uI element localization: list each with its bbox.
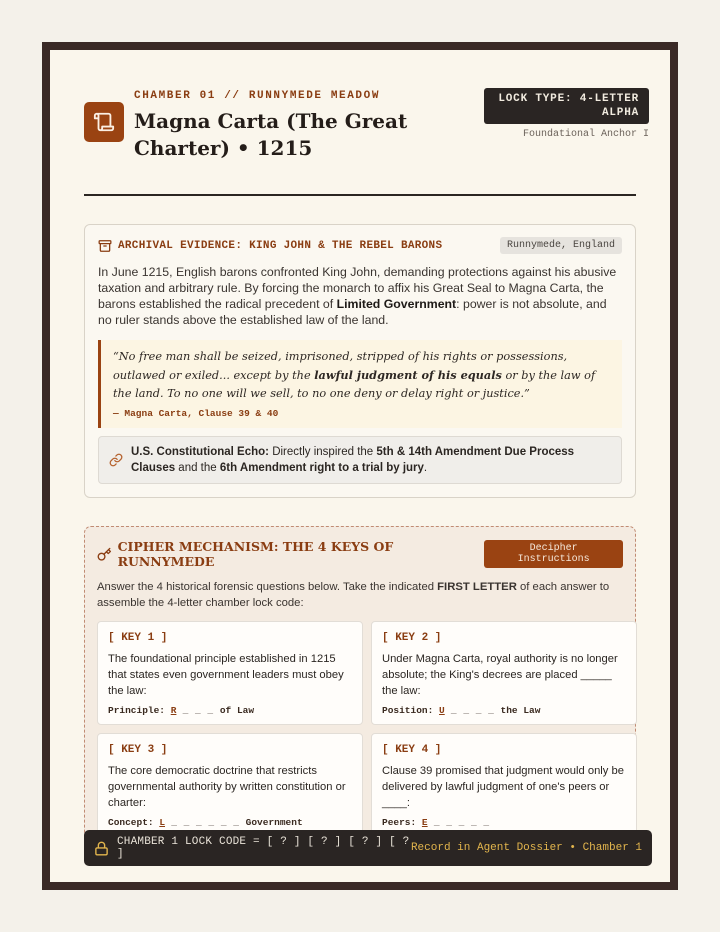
scroll-icon [84,102,124,142]
evidence-paragraph: In June 1215, English barons confronted King John, demanding protections against his abusive taxation and arbitrary rule. By forcing the monarch to affix his Great Seal to Magna Carta, the barons established the radical precedent of Limited Government: power is not absolute, and no ruler stands above the established law of the land. [98,265,617,327]
key-card-2 [371,621,637,725]
key-answer-template: Position: U _ _ _ _ the Law [382,705,541,716]
title-block [84,84,484,162]
key-question: The core democratic doctrine that restricts governmental authority by written constitution or charter: [108,765,346,809]
chamber-label: CHAMBER 01 // RUNNYMEDE MEADOW [134,90,381,102]
location-tag: Runnymede, England [500,237,622,254]
magna-carta-quote: “No free man shall be seized, imprisoned, stripped of his rights or possessions, outlawed or exiled... except by the lawful judgment of his equals or by the law of the land. To no one will we sell, to no one deny or delay right or justice.” — Magna Carta, Clause 39 & 40 [98,340,622,428]
worksheet-page [50,50,670,882]
lock-icon [94,841,109,856]
archival-evidence-card [84,224,636,498]
cipher-instructions-text: Answer the 4 historical forensic questions below. Take the indicated FIRST LETTER of each answer to assemble the 4-letter chamber lock code: [97,581,610,609]
key-label: [ KEY 2 ] [382,632,442,644]
key-label: [ KEY 1 ] [108,632,168,644]
chamber-header [84,84,649,196]
key-answer-template: Concept: L _ _ _ _ _ _ Government [108,817,303,828]
key-card-4 [371,733,637,837]
key-label: [ KEY 4 ] [382,744,442,756]
cipher-title: CIPHER MECHANISM: THE 4 KEYS OF RUNNYMEDE [117,539,394,569]
key-question: The foundational principle established in 1215 that states even government leaders must obey the law: [108,653,344,697]
cipher-mechanism-panel [84,526,636,850]
page-title: Magna Carta (The Great Charter) • 1215 [134,109,408,160]
decipher-instructions-button[interactable]: Decipher Instructions [484,540,623,568]
key-question: Clause 39 promised that judgment would only be delivered by lawful judgment of one's peers or ____: [382,765,624,809]
document-frame [42,42,678,890]
key-grid [97,621,623,837]
quote-citation: — Magna Carta, Clause 39 & 40 [113,408,279,419]
lock-type-badge: LOCK TYPE: 4-LETTER ALPHA [484,88,649,124]
anchor-label: Foundational Anchor I [522,129,649,140]
constitutional-echo: U.S. Constitutional Echo: Directly inspired the 5th & 14th Amendment Due Process Clauses and the 6th Amendment right to a trial by jury. [98,436,622,484]
archive-box-icon [98,239,112,253]
key-card-3 [97,733,363,837]
key-card-1 [97,621,363,725]
key-label: [ KEY 3 ] [108,744,168,756]
key-answer-template: Principle: R _ _ _ of Law [108,705,255,716]
key-question: Under Magna Carta, royal authority is no longer absolute; the King's decrees are placed _____ the law: [382,653,618,697]
key-answer-template: Peers: E _ _ _ _ _ [382,817,490,828]
record-dossier-text: Record in Agent Dossier • Chamber 1 [410,842,642,854]
link-icon [109,453,123,467]
evidence-label: ARCHIVAL EVIDENCE: KING JOHN & THE REBEL BARONS [118,239,443,252]
lock-code-bar [84,830,652,866]
lock-code-text: CHAMBER 1 LOCK CODE = [ ? ] [ ? ] [ ? ] [ ? ] [117,836,410,860]
key-icon [97,547,112,562]
